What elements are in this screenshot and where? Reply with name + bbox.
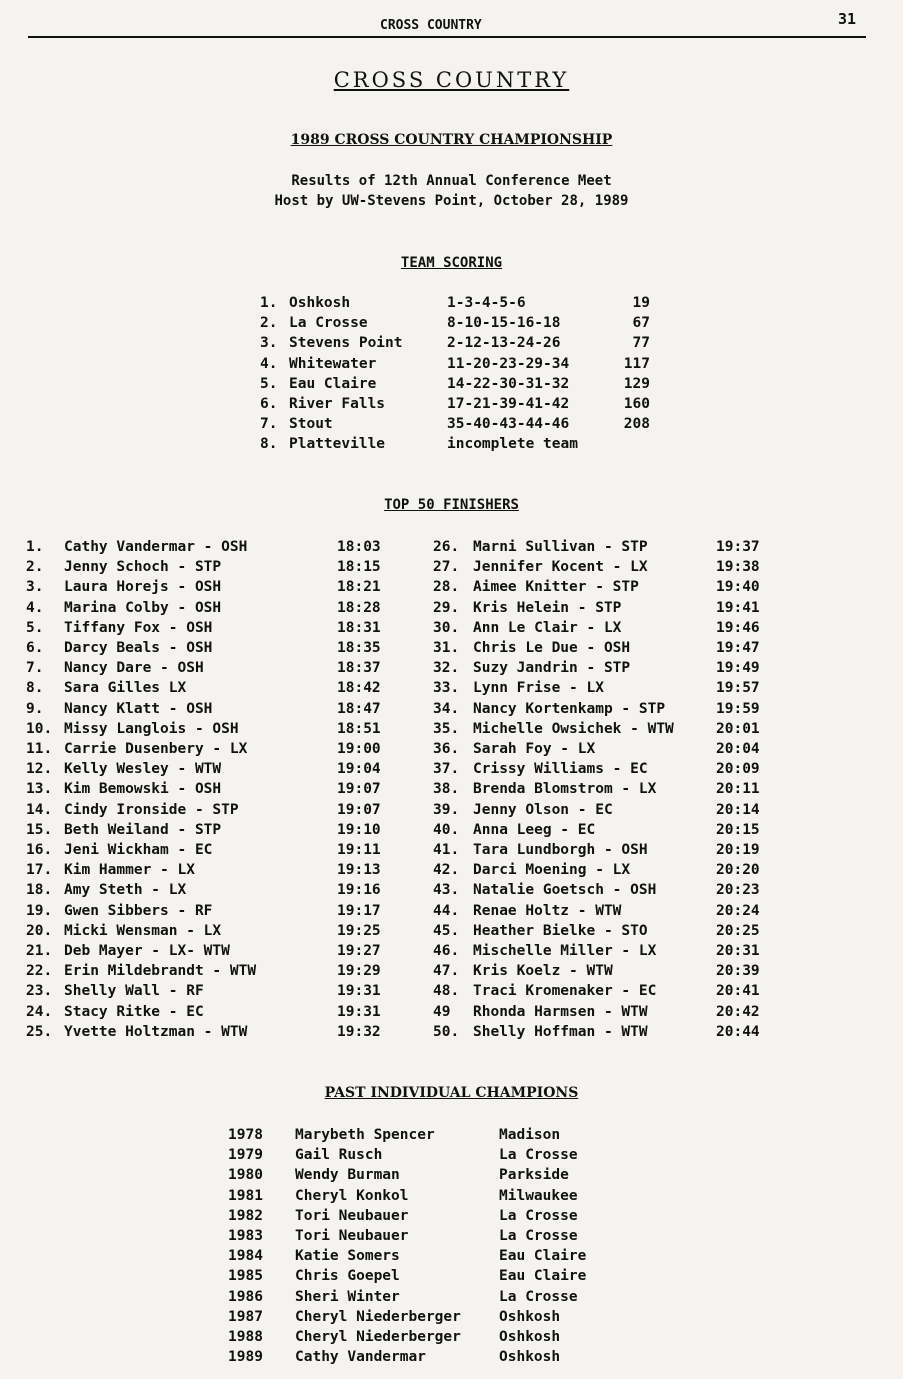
finisher-place: 33. xyxy=(433,680,460,697)
finisher-place: 13. xyxy=(26,781,53,798)
champion-year: 1985 xyxy=(228,1268,263,1285)
finisher-name: Darcy Beals - OSH xyxy=(64,640,213,656)
running-header: CROSS COUNTRY xyxy=(380,18,482,33)
team-place: 1. xyxy=(260,295,278,311)
finisher-place: 46. xyxy=(433,943,460,959)
finisher-place: 4. xyxy=(26,599,44,616)
champion-year: 1979 xyxy=(228,1147,263,1164)
team-scoring-heading: TEAM SCORING xyxy=(400,255,503,271)
finisher-place: 47. xyxy=(433,963,460,980)
finisher-place: 35. xyxy=(433,720,460,737)
finisher-place: 3. xyxy=(26,579,44,596)
finisher-place: 26. xyxy=(433,539,460,555)
finisher-time: 18:37 xyxy=(337,660,381,677)
finisher-place: 37. xyxy=(433,761,460,778)
team-finish-places: 2-12-13-24-26 xyxy=(447,335,561,352)
finisher-time: 19:57 xyxy=(716,680,760,697)
finisher-time: 19:11 xyxy=(337,842,381,858)
team-points: 160 xyxy=(623,396,650,412)
champion-name: Tori Neubauer xyxy=(295,1228,409,1244)
finisher-name: Kris Helein - STP xyxy=(473,599,622,616)
finisher-name: Beth Weiland - STP xyxy=(64,821,222,838)
finisher-place: 22. xyxy=(26,963,53,980)
finisher-time: 19:07 xyxy=(337,801,381,818)
finisher-time: 20:23 xyxy=(716,882,760,899)
finisher-time: 20:41 xyxy=(716,983,760,1000)
finisher-time: 19:00 xyxy=(337,741,381,757)
finisher-place: 20. xyxy=(26,922,53,939)
finisher-name: Lynn Frise - LX xyxy=(473,680,604,697)
finisher-place: 36. xyxy=(433,741,460,757)
finisher-name: Kim Bemowski - OSH xyxy=(64,781,222,798)
finisher-time: 19:47 xyxy=(716,640,760,656)
finisher-time: 20:15 xyxy=(716,821,760,838)
finisher-name: Cindy Ironside - STP xyxy=(64,801,239,818)
finisher-time: 19:29 xyxy=(337,963,381,980)
finisher-time: 20:09 xyxy=(716,761,760,778)
team-finish-places: 17-21-39-41-42 xyxy=(447,396,570,412)
finisher-name: Nancy Dare - OSH xyxy=(64,660,204,677)
champion-school: La Crosse xyxy=(499,1207,578,1224)
champion-year: 1980 xyxy=(228,1167,263,1184)
champion-name: Wendy Burman xyxy=(295,1167,400,1184)
team-finish-places: 14-22-30-31-32 xyxy=(447,375,570,392)
finisher-place: 21. xyxy=(26,943,53,959)
finisher-name: Jenny Olson - EC xyxy=(473,801,613,818)
champions-heading: PAST INDIVIDUAL CHAMPIONS xyxy=(324,1085,579,1101)
finisher-time: 19:04 xyxy=(337,761,381,778)
finisher-place: 6. xyxy=(26,640,44,656)
team-finish-places: 8-10-15-16-18 xyxy=(447,315,561,332)
finisher-name: Michelle Owsichek - WTW xyxy=(473,720,674,737)
finisher-time: 20:25 xyxy=(716,922,760,939)
team-points: 117 xyxy=(623,355,650,372)
finisher-name: Jennifer Kocent - LX xyxy=(473,559,648,576)
finisher-name: Laura Horejs - OSH xyxy=(64,579,222,596)
team-name: Stevens Point xyxy=(289,335,403,352)
champion-year: 1987 xyxy=(228,1308,263,1325)
finisher-name: Missy Langlois - OSH xyxy=(64,720,239,737)
finisher-place: 27. xyxy=(433,559,460,576)
champion-school: Eau Claire xyxy=(499,1248,587,1265)
finisher-place: 5. xyxy=(26,619,44,636)
team-place: 3. xyxy=(260,335,278,352)
finisher-name: Nancy Klatt - OSH xyxy=(64,700,213,717)
finisher-name: Shelly Hoffman - WTW xyxy=(473,1023,648,1040)
finisher-time: 19:32 xyxy=(337,1023,381,1040)
finisher-place: 12. xyxy=(26,761,53,778)
finisher-time: 20:39 xyxy=(716,963,760,980)
champion-year: 1982 xyxy=(228,1207,263,1224)
finisher-name: Shelly Wall - RF xyxy=(64,983,204,1000)
champion-name: Chris Goepel xyxy=(295,1268,400,1285)
finisher-name: Ann Le Clair - LX xyxy=(473,619,622,636)
finisher-name: Renae Holtz - WTW xyxy=(473,902,622,919)
finisher-place: 39. xyxy=(433,801,460,818)
team-finish-places: 35-40-43-44-46 xyxy=(447,416,570,433)
finisher-place: 11. xyxy=(26,741,53,757)
finisher-place: 14. xyxy=(26,801,53,818)
team-name: La Crosse xyxy=(289,315,368,332)
finisher-time: 19:10 xyxy=(337,821,381,838)
team-place: 6. xyxy=(260,396,278,412)
finisher-name: Jeni Wickham - EC xyxy=(64,842,213,858)
finisher-name: Jenny Schoch - STP xyxy=(64,559,222,576)
finisher-name: Chris Le Due - OSH xyxy=(473,640,631,656)
finisher-time: 19:41 xyxy=(716,599,760,616)
finisher-name: Carrie Dusenbery - LX xyxy=(64,741,248,757)
finisher-name: Erin Mildebrandt - WTW xyxy=(64,963,257,980)
finisher-name: Crissy Williams - EC xyxy=(473,761,648,778)
team-finish-places: incomplete team xyxy=(447,436,578,453)
finisher-name: Heather Bielke - STO xyxy=(473,922,648,939)
finisher-name: Nancy Kortenkamp - STP xyxy=(473,700,666,717)
champion-name: Sheri Winter xyxy=(295,1288,400,1305)
finisher-name: Kim Hammer - LX xyxy=(64,862,195,879)
champion-name: Cheryl Niederberger xyxy=(295,1329,461,1345)
team-points: 129 xyxy=(623,375,650,392)
champion-school: Oshkosh xyxy=(499,1308,561,1325)
finisher-time: 20:11 xyxy=(716,781,760,798)
finisher-time: 20:42 xyxy=(716,1003,760,1020)
team-name: River Falls xyxy=(289,396,386,412)
finisher-place: 10. xyxy=(26,720,53,737)
championship-title: 1989 CROSS COUNTRY CHAMPIONSHIP xyxy=(290,132,613,148)
finisher-place: 42. xyxy=(433,862,460,879)
champion-year: 1986 xyxy=(228,1288,263,1305)
finisher-time: 18:31 xyxy=(337,619,381,636)
champion-school: La Crosse xyxy=(499,1147,578,1164)
team-place: 2. xyxy=(260,315,278,332)
finisher-name: Sara Gilles LX xyxy=(64,680,187,697)
finisher-name: Amy Steth - LX xyxy=(64,882,187,899)
team-place: 4. xyxy=(260,355,278,372)
finisher-time: 19:25 xyxy=(337,922,381,939)
finisher-place: 7. xyxy=(26,660,44,677)
finisher-place: 34. xyxy=(433,700,460,717)
finisher-time: 20:01 xyxy=(716,720,760,737)
finisher-time: 20:14 xyxy=(716,801,760,818)
finisher-place: 23. xyxy=(26,983,53,1000)
champion-year: 1983 xyxy=(228,1228,263,1244)
finisher-place: 45. xyxy=(433,922,460,939)
finisher-name: Mischelle Miller - LX xyxy=(473,943,657,959)
finisher-time: 18:21 xyxy=(337,579,381,596)
finisher-time: 18:51 xyxy=(337,720,381,737)
finisher-place: 28. xyxy=(433,579,460,596)
finisher-name: Stacy Ritke - EC xyxy=(64,1003,204,1020)
finisher-name: Anna Leeg - EC xyxy=(473,821,596,838)
champion-year: 1988 xyxy=(228,1329,263,1345)
champion-school: Oshkosh xyxy=(499,1329,561,1345)
finisher-place: 8. xyxy=(26,680,44,697)
finisher-place: 16. xyxy=(26,842,53,858)
finisher-time: 18:15 xyxy=(337,559,381,576)
team-name: Platteville xyxy=(289,436,386,453)
team-place: 7. xyxy=(260,416,278,433)
champion-year: 1984 xyxy=(228,1248,263,1265)
finisher-time: 20:19 xyxy=(716,842,760,858)
finisher-place: 9. xyxy=(26,700,44,717)
team-points: 208 xyxy=(623,416,650,433)
champion-school: Parkside xyxy=(499,1167,569,1184)
finisher-place: 43. xyxy=(433,882,460,899)
finisher-place: 30. xyxy=(433,619,460,636)
champion-school: Madison xyxy=(499,1127,561,1143)
top50-heading: TOP 50 FINISHERS xyxy=(384,497,519,513)
champion-name: Tori Neubauer xyxy=(295,1207,409,1224)
champion-name: Cathy Vandermar xyxy=(295,1349,426,1366)
finisher-time: 19:31 xyxy=(337,983,381,1000)
finisher-place: 44. xyxy=(433,902,460,919)
finisher-name: Kelly Wesley - WTW xyxy=(64,761,222,778)
finisher-time: 19:59 xyxy=(716,700,760,717)
finisher-place: 41. xyxy=(433,842,460,858)
finisher-name: Marni Sullivan - STP xyxy=(473,539,648,555)
finisher-name: Gwen Sibbers - RF xyxy=(64,902,213,919)
finisher-name: Aimee Knitter - STP xyxy=(473,579,639,596)
finisher-place: 18. xyxy=(26,882,53,899)
finisher-name: Cathy Vandermar - OSH xyxy=(64,539,248,555)
team-name: Oshkosh xyxy=(289,295,351,311)
finisher-name: Kris Koelz - WTW xyxy=(473,963,613,980)
finisher-place: 25. xyxy=(26,1023,53,1040)
finisher-place: 19. xyxy=(26,902,53,919)
finisher-place: 32. xyxy=(433,660,460,677)
finisher-time: 20:04 xyxy=(716,741,760,757)
finisher-place: 49 xyxy=(433,1003,451,1020)
finisher-time: 20:44 xyxy=(716,1023,760,1040)
finisher-time: 19:38 xyxy=(716,559,760,576)
finisher-name: Brenda Blomstrom - LX xyxy=(473,781,657,798)
finisher-name: Micki Wensman - LX xyxy=(64,922,222,939)
team-name: Whitewater xyxy=(289,355,377,372)
champion-name: Marybeth Spencer xyxy=(295,1127,435,1143)
page-title: CROSS COUNTRY xyxy=(333,68,570,92)
team-name: Stout xyxy=(289,416,333,433)
finisher-name: Darci Moening - LX xyxy=(473,862,631,879)
finisher-name: Traci Kromenaker - EC xyxy=(473,983,657,1000)
finisher-name: Tiffany Fox - OSH xyxy=(64,619,213,636)
finisher-time: 19:07 xyxy=(337,781,381,798)
finisher-name: Sarah Foy - LX xyxy=(473,741,596,757)
finisher-place: 15. xyxy=(26,821,53,838)
team-points: 67 xyxy=(632,315,650,332)
team-finish-places: 1-3-4-5-6 xyxy=(447,295,526,311)
finisher-time: 20:31 xyxy=(716,943,760,959)
team-points xyxy=(600,434,650,454)
finisher-place: 50. xyxy=(433,1023,460,1040)
finisher-name: Tara Lundborgh - OSH xyxy=(473,842,648,858)
team-place: 5. xyxy=(260,375,278,392)
finisher-time: 19:16 xyxy=(337,882,381,899)
champion-name: Cheryl Niederberger xyxy=(295,1308,461,1325)
champion-school: Milwaukee xyxy=(499,1187,578,1204)
finisher-time: 18:42 xyxy=(337,680,381,697)
finisher-place: 38. xyxy=(433,781,460,798)
finisher-place: 2. xyxy=(26,559,44,576)
champion-year: 1978 xyxy=(228,1127,263,1143)
meet-line-1: Results of 12th Annual Conference Meet xyxy=(291,173,612,189)
finisher-time: 19:46 xyxy=(716,619,760,636)
champion-school: La Crosse xyxy=(499,1228,578,1244)
finisher-name: Yvette Holtzman - WTW xyxy=(64,1023,248,1040)
finisher-name: Suzy Jandrin - STP xyxy=(473,660,631,677)
finisher-time: 19:40 xyxy=(716,579,760,596)
finisher-name: Marina Colby - OSH xyxy=(64,599,222,616)
finisher-place: 48. xyxy=(433,983,460,1000)
finisher-time: 20:24 xyxy=(716,902,760,919)
finisher-time: 18:47 xyxy=(337,700,381,717)
finisher-place: 31. xyxy=(433,640,460,656)
finisher-name: Deb Mayer - LX- WTW xyxy=(64,943,230,959)
finisher-name: Natalie Goetsch - OSH xyxy=(473,882,657,899)
finisher-place: 1. xyxy=(26,539,44,555)
finisher-place: 40. xyxy=(433,821,460,838)
champion-year: 1981 xyxy=(228,1187,263,1204)
team-finish-places: 11-20-23-29-34 xyxy=(447,355,570,372)
finisher-time: 19:13 xyxy=(337,862,381,879)
page-number: 31 xyxy=(838,10,857,28)
finisher-time: 18:28 xyxy=(337,599,381,616)
finisher-time: 19:17 xyxy=(337,902,381,919)
champion-school: Eau Claire xyxy=(499,1268,587,1285)
finisher-place: 29. xyxy=(433,599,460,616)
header-rule xyxy=(28,36,866,38)
finisher-time: 19:49 xyxy=(716,660,760,677)
champion-name: Cheryl Konkol xyxy=(295,1187,409,1204)
finisher-time: 19:27 xyxy=(337,943,381,959)
team-points: 19 xyxy=(632,295,650,311)
finisher-time: 18:35 xyxy=(337,640,381,656)
finisher-place: 17. xyxy=(26,862,53,879)
team-place: 8. xyxy=(260,436,278,453)
team-points: 77 xyxy=(632,335,650,352)
champion-year: 1989 xyxy=(228,1349,263,1366)
meet-line-2: Host by UW-Stevens Point, October 28, 1989 xyxy=(274,193,629,209)
finisher-place: 24. xyxy=(26,1003,53,1020)
team-name: Eau Claire xyxy=(289,375,377,392)
finisher-time: 18:03 xyxy=(337,539,381,555)
finisher-name: Rhonda Harmsen - WTW xyxy=(473,1003,648,1020)
champion-name: Gail Rusch xyxy=(295,1147,383,1164)
champion-school: Oshkosh xyxy=(499,1349,561,1366)
finisher-time: 20:20 xyxy=(716,862,760,879)
finisher-time: 19:31 xyxy=(337,1003,381,1020)
champion-school: La Crosse xyxy=(499,1288,578,1305)
finisher-time: 19:37 xyxy=(716,539,760,555)
champion-name: Katie Somers xyxy=(295,1248,400,1265)
